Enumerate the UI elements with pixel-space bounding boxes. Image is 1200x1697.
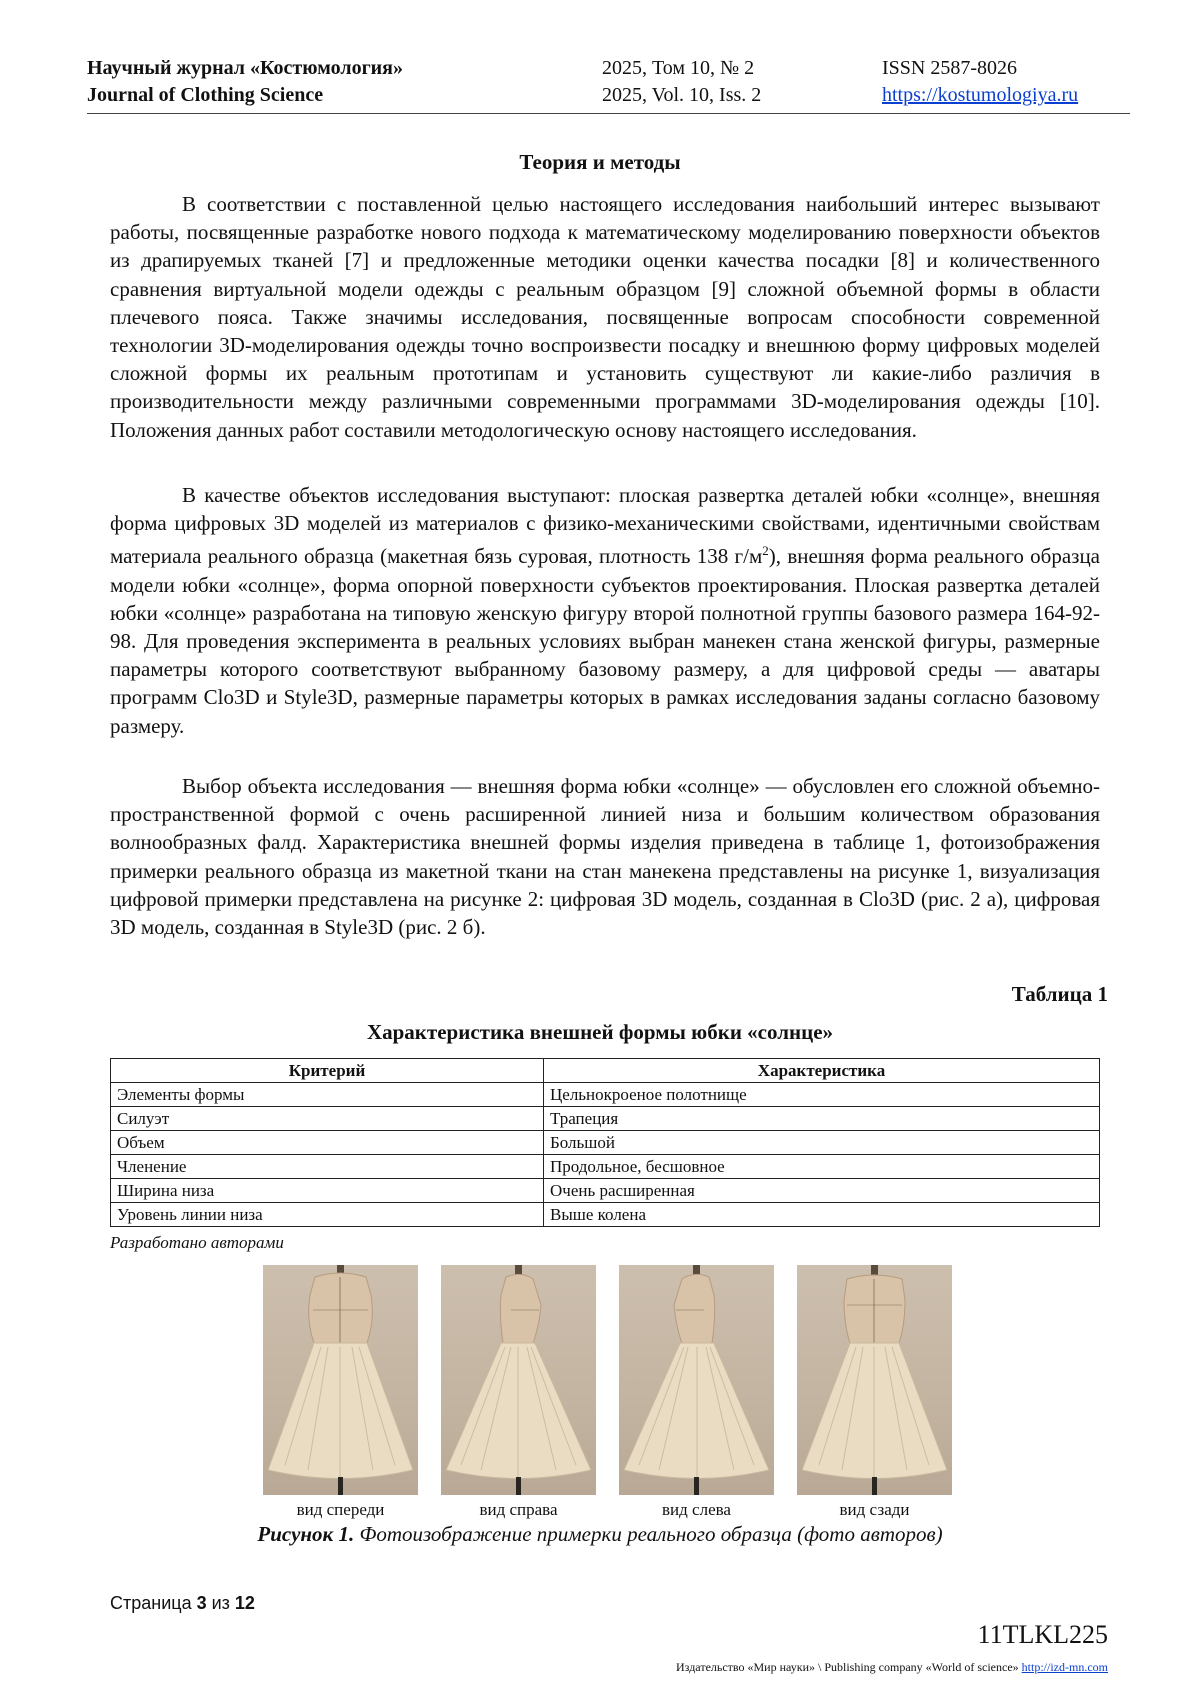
table-row [111, 1131, 1100, 1155]
table-cell: Большой [544, 1131, 1100, 1155]
table-header-criterion: Критерий [111, 1059, 544, 1083]
caption-front-view: вид спереди [296, 1500, 385, 1519]
issn: ISSN 2587-8026 [882, 57, 1018, 79]
table-number: Таблица 1 [1011, 982, 1108, 1006]
table-source-note: Разработано авторами [110, 1233, 284, 1252]
table-cell: Продольное, бесшовное [544, 1155, 1100, 1179]
table-row [111, 1203, 1100, 1227]
caption-right-view: вид справа [479, 1500, 558, 1519]
table-row [111, 1107, 1100, 1131]
page-number [110, 1593, 255, 1614]
table-cell: Ширина низа [111, 1179, 544, 1203]
figure-1-caption [100, 1522, 1100, 1547]
mannequin-right-image [441, 1265, 596, 1495]
journal-name-en: Journal of Clothing Science [87, 84, 324, 106]
photo-left-view [619, 1265, 774, 1495]
page-total: 12 [234, 1593, 255, 1613]
photo-front-view [263, 1265, 418, 1495]
publisher-line [676, 1660, 1108, 1675]
issue-en: 2025, Vol. 10, Iss. 2 [602, 84, 762, 106]
figure-1-label: Рисунок 1. [257, 1522, 355, 1546]
paragraph-3: Выбор объекта исследования — внешняя форма юбки «солнце» — обусловлен его сложной объемно-пространственной формой с очень расширенной линией низа и большим количеством образования волнообразных фалд. Характеристика внешней формы изделия приведена в таблице 1, фотоизображения примерки реального образца из макетной ткани на стан манекена представлены на рисунке 1, визуализация цифровой примерки представлена на рисунке 2: цифровая 3D модель, созданная в Clo3D (рис. 2 а), цифровая 3D модель, созданная в Style3D (рис. 2 б). [110, 774, 1100, 940]
table-cell: Цельнокроеное полотнище [544, 1083, 1100, 1107]
table-cell: Объем [111, 1131, 544, 1155]
page-prefix: Страница [110, 1593, 197, 1613]
table-row [111, 1083, 1100, 1107]
paragraph-1: В соответствии с поставленной целью настоящего исследования наибольший интерес вызывают работы, посвященные разработке нового подхода к математическому моделированию поверхности объектов из драпируемых тканей [7] и предложенные методики оценки качества посадки [8] и количественного сравнения виртуальной модели одежды с реальным образцом [9] сложной объемной формы в области плечевого пояса. Также значимы исследования, посвященные вопросам способности современной технологии 3D-моделирования одежды точно воспроизвести посадку и внешнюю форму цифровых моделей сложной формы их реальным прототипам и установить существуют ли какие-либо различия в производительности между различными современными программами 3D-моделирования одежды [10]. Положения данных работ составили методологическую основу настоящего исследования. [110, 192, 1100, 442]
mannequin-left-image [619, 1265, 774, 1495]
table-cell: Членение [111, 1155, 544, 1179]
publisher-text: Издательство «Мир науки» \ Publishing company «World of science» [676, 1660, 1022, 1674]
issue-ru: 2025, Том 10, № 2 [602, 57, 755, 79]
figure-1-text: Фотоизображение примерки реального образца (фото авторов) [354, 1522, 943, 1546]
paragraph-2-part-1: В качестве объектов исследования выступают: плоская развертка деталей юбки «солнце», внешняя форма цифровых 3D моделей из материалов с физико-механическими свойствами, идентичными свойствам материала реального образца (макетная бязь суровая, плотность 138 г/м [110, 483, 1100, 569]
issue-info [602, 55, 761, 109]
journal-name [87, 55, 403, 109]
mannequin-front-image [263, 1265, 418, 1495]
page-mid: из [206, 1593, 235, 1613]
issn-block [882, 55, 1078, 109]
mannequin-back-image [797, 1265, 952, 1495]
table-cell: Очень расширенная [544, 1179, 1100, 1203]
article-code: 11TLKL225 [977, 1620, 1108, 1649]
caption-left-view: вид слева [662, 1500, 731, 1519]
page-current: 3 [196, 1593, 207, 1613]
table-header-row [111, 1059, 1100, 1083]
table-cell: Силуэт [111, 1107, 544, 1131]
table-header-characteristic: Характеристика [544, 1059, 1100, 1083]
table-row [111, 1155, 1100, 1179]
journal-name-ru: Научный журнал «Костюмология» [87, 57, 403, 79]
table-cell: Выше колена [544, 1203, 1100, 1227]
photo-back-view [797, 1265, 952, 1495]
journal-url-link[interactable]: https://kostumologiya.ru [882, 84, 1079, 106]
figure-1-photos [263, 1265, 943, 1525]
section-title: Теория и методы [519, 150, 681, 174]
characteristics-table [110, 1058, 1100, 1227]
photo-right-view [441, 1265, 596, 1495]
table-row [111, 1179, 1100, 1203]
paragraph-2 [110, 481, 1100, 740]
paragraph-2-part-2: ), внешняя форма реального образца модели юбки «солнце», форма опорной поверхности субъектов проектирования. Плоская развертка деталей юбки «солнце» разработана на типовую женскую фигуру второй полнотной группы базового размера 164-92-98. Для проведения эксперимента в реальных условиях выбран манекен стана женской фигуры, размерные параметры которого соответствуют выбранному базовому размеру, а для цифровой среды — аватары программ Clo3D и Style3D, размерные параметры которых в рамках исследования заданы согласно базовому размеру. [110, 544, 1100, 738]
table-title: Характеристика внешней формы юбки «солнце» [366, 1020, 834, 1044]
table-cell: Уровень линии низа [111, 1203, 544, 1227]
publisher-link[interactable]: http://izd-mn.com [1021, 1660, 1108, 1674]
caption-back-view: вид сзади [839, 1500, 910, 1519]
superscript-2: 2 [762, 543, 769, 559]
journal-header [87, 55, 1130, 114]
table-cell: Элементы формы [111, 1083, 544, 1107]
table-cell: Трапеция [544, 1107, 1100, 1131]
